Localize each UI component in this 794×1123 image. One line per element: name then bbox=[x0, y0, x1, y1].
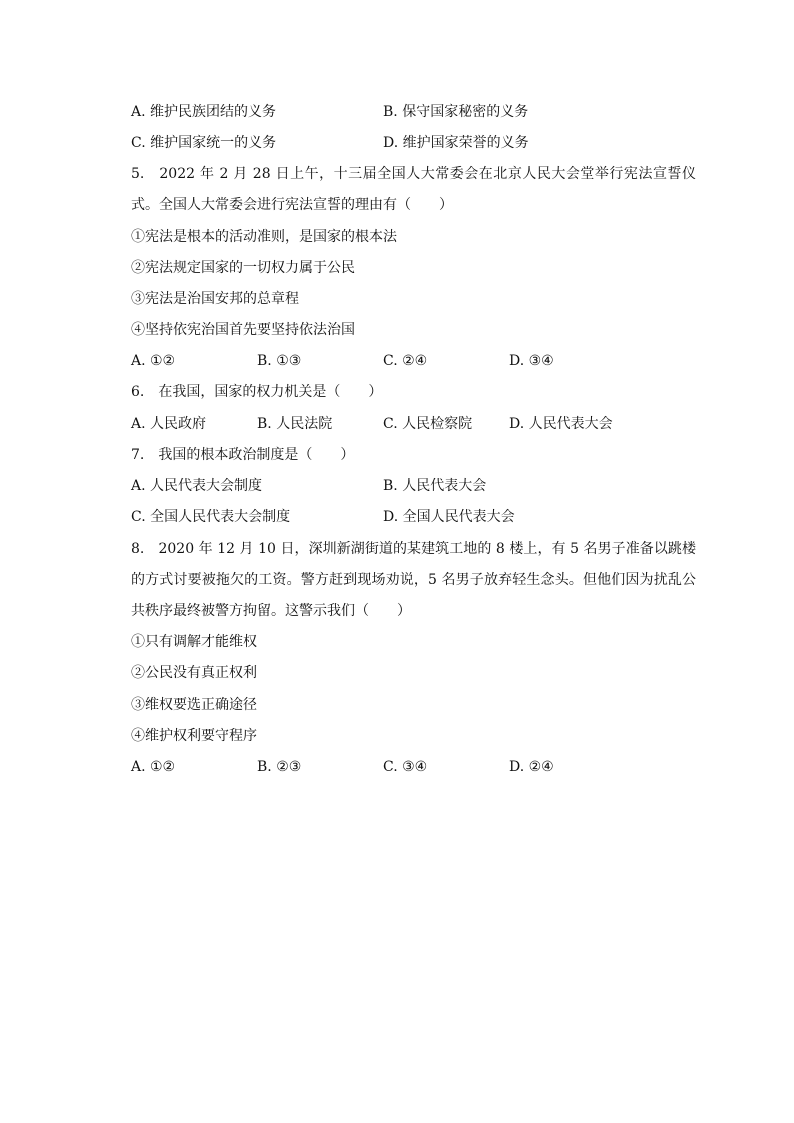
q8-item-4: ④维护权利要守程序 bbox=[131, 728, 257, 744]
q6-stem: 6. 在我国，国家的权力机关是（ ） bbox=[131, 384, 383, 400]
q7-option-c: C. 全国人民代表大会制度 bbox=[131, 509, 291, 525]
q6-option-a: A. 人民政府 bbox=[131, 416, 207, 432]
q8-item-3: ③维权要选正确途径 bbox=[131, 697, 257, 713]
q5-item-4: ④坚持依宪治国首先要坚持依法治国 bbox=[131, 322, 355, 338]
q5-option-a: A. ①② bbox=[131, 353, 176, 369]
q6-option-c: C. 人民检察院 bbox=[383, 416, 473, 432]
q7-option-d: D. 全国人民代表大会 bbox=[383, 509, 515, 525]
q5-option-b: B. ①③ bbox=[257, 353, 302, 369]
q8-stem: 8. 2020 年 12 月 10 日，深圳新湖街道的某建筑工地的 8 楼上，有 5 名男子准备以跳楼的方式讨要被拖欠的工资。警方赶到现场劝说，5 名男子放弃轻生念头。但他们因为扰乱公共秩序最终被警方拘留。这警示我们（ ） bbox=[131, 541, 696, 619]
q7-stem: 7. 我国的根本政治制度是（ ） bbox=[131, 447, 355, 463]
q8-option-d: D. ②④ bbox=[509, 759, 554, 775]
q7-option-b: B. 人民代表大会 bbox=[383, 478, 487, 494]
q5-option-c: C. ②④ bbox=[383, 353, 428, 369]
q5-item-2: ②宪法规定国家的一切权力属于公民 bbox=[131, 260, 355, 276]
q5-option-d: D. ③④ bbox=[509, 353, 554, 369]
q7-option-a: A. 人民代表大会制度 bbox=[131, 478, 263, 494]
q8-option-a: A. ①② bbox=[131, 759, 176, 775]
q4-option-b: B. 保守国家秘密的义务 bbox=[383, 104, 529, 120]
q8-item-2: ②公民没有真正权利 bbox=[131, 665, 257, 681]
q4-option-c: C. 维护国家统一的义务 bbox=[131, 135, 277, 151]
q5-item-1: ①宪法是根本的活动准则，是国家的根本法 bbox=[131, 229, 397, 245]
q4-option-a: A. 维护民族团结的义务 bbox=[131, 104, 277, 120]
q6-option-d: D. 人民代表大会 bbox=[509, 416, 613, 432]
q8-option-c: C. ③④ bbox=[383, 759, 428, 775]
q4-option-d: D. 维护国家荣誉的义务 bbox=[383, 135, 529, 151]
q6-option-b: B. 人民法院 bbox=[257, 416, 333, 432]
q8-item-1: ①只有调解才能维权 bbox=[131, 634, 257, 650]
q5-item-3: ③宪法是治国安邦的总章程 bbox=[131, 291, 299, 307]
q5-stem: 5. 2022 年 2 月 28 日上午，十三届全国人大常委会在北京人民大会堂举行宪法宣誓仪式。全国人大常委会进行宪法宣誓的理由有（ ） bbox=[131, 166, 696, 213]
q8-option-b: B. ②③ bbox=[257, 759, 302, 775]
